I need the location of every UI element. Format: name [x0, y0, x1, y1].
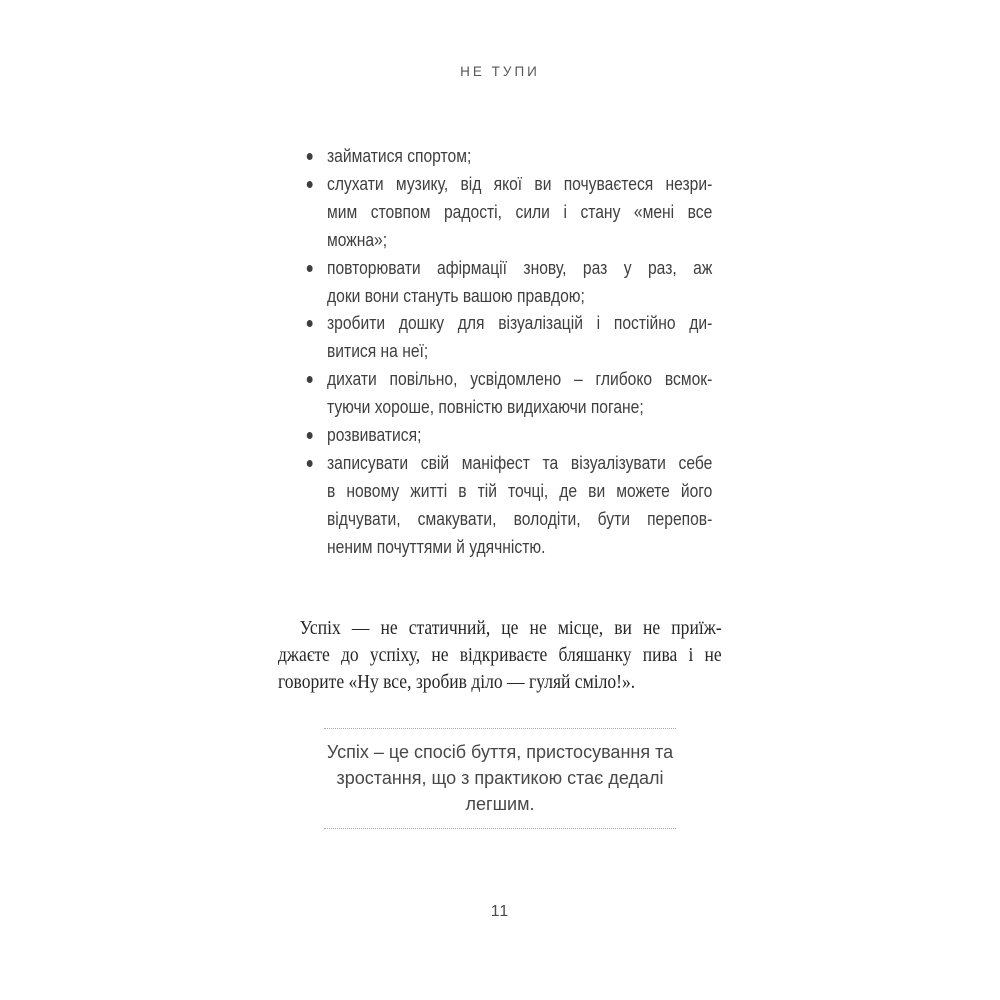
- quote-line: зростання, що з практикою стає дедалі: [336, 768, 664, 788]
- text-line: витися на неї;: [327, 340, 429, 362]
- quote-line: легшим.: [465, 794, 535, 814]
- text-line: говорите «Ну все, зробив діло — гуляй сміло!».: [278, 672, 636, 694]
- text-line: слухати музику, від якої ви почуваєтеся незри-: [327, 172, 713, 194]
- quote-line: Успіх – це спосіб буття, пристосування та: [326, 742, 674, 762]
- text-line: можна»;: [327, 228, 388, 250]
- text-line: джаєте до успіху, не відкриваєте бляшанку пива і не: [278, 645, 722, 667]
- list-item: [327, 309, 712, 365]
- quote-block: [324, 728, 676, 829]
- text-line: туючи хороше, повністю видихаючи погане;: [327, 396, 644, 418]
- page-number: 11: [490, 903, 510, 920]
- list-item: [327, 170, 712, 254]
- list-item: [327, 421, 712, 449]
- text-line: мим стовпом радості, сили і стану «мені все: [327, 200, 713, 222]
- bullet-list: [327, 142, 712, 561]
- text-line: дихати повільно, усвідомлено – глибоко всмок-: [327, 368, 713, 390]
- text-line: в новому житті в тій точці, де ви можете його: [327, 479, 713, 501]
- list-item: [327, 365, 712, 421]
- text-line: Успіх — не статичний, це не місце, ви не приїж-: [299, 618, 722, 639]
- text-line: повторювати афірмації знову, раз у раз, аж: [327, 256, 713, 278]
- list-item: [327, 142, 712, 170]
- list-item: [327, 449, 712, 561]
- text-line: неним почуттями й удячністю.: [327, 535, 546, 557]
- text-line: відчувати, смакувати, володіти, бути перепов-: [327, 507, 713, 529]
- text-line: розвиватися;: [327, 424, 422, 446]
- list-item: [327, 254, 712, 310]
- text-line: доки вони стануть вашою правдою;: [327, 284, 585, 306]
- text-line: зробити дошку для візуалізацій і постійно ди-: [327, 312, 713, 334]
- running-head: НЕ ТУПИ: [460, 64, 540, 79]
- text-line: займатися спортом;: [327, 145, 472, 166]
- text-line: записувати свій маніфест та візуалізувати себе: [327, 451, 713, 473]
- body-paragraph: [278, 615, 722, 697]
